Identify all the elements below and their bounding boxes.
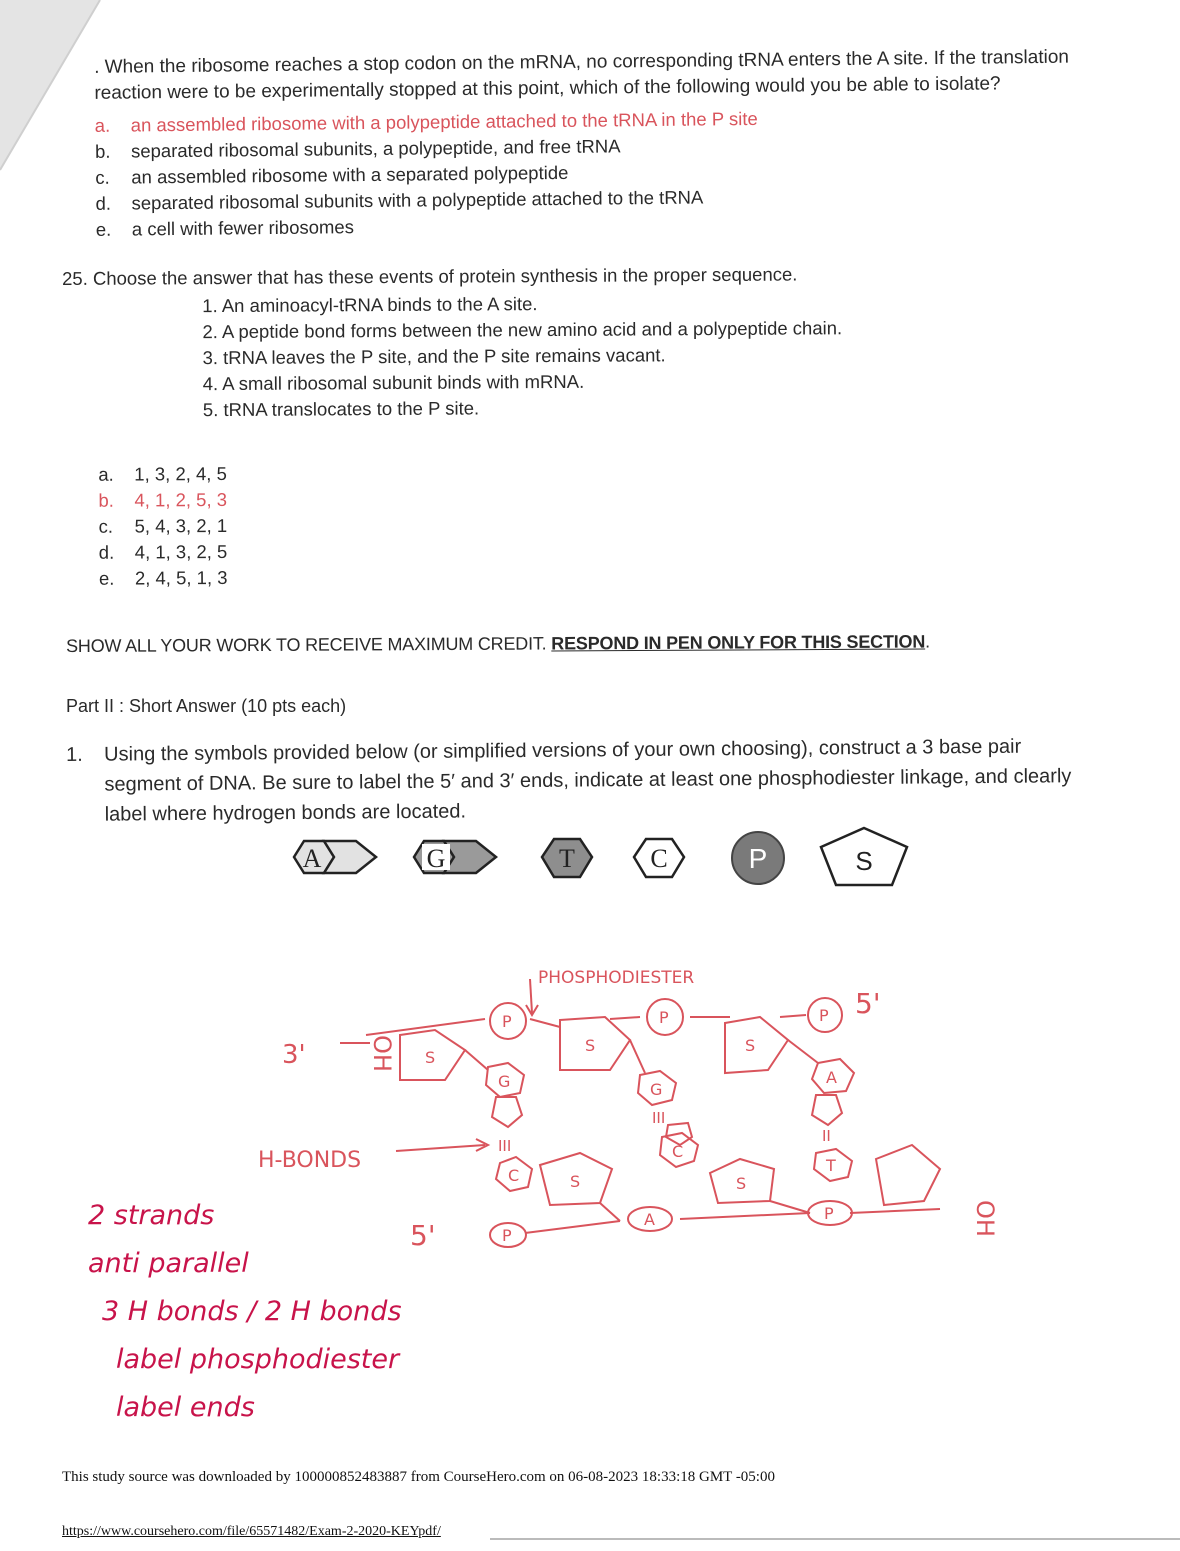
q25-option-d: d. 4, 1, 3, 2, 5 xyxy=(98,540,228,563)
grader-note: anti parallel xyxy=(88,1248,249,1279)
phosphodiester-label: PHOSPHODIESTER xyxy=(538,968,695,988)
thymine-symbol xyxy=(542,839,592,877)
phosphate-label: P xyxy=(819,1006,829,1025)
phosphate-symbol xyxy=(732,832,784,884)
phosphate-label: P xyxy=(824,1204,834,1223)
phosphate-label: P xyxy=(502,1012,512,1031)
question-25-stem: 25. Choose the answer that has these events of protein synthesis in the proper sequence. xyxy=(62,263,798,289)
q24-option-e: e. a cell with fewer ribosomes xyxy=(95,216,355,240)
five-prime-bottom-label: 5' xyxy=(410,1219,436,1252)
short-answer-1 xyxy=(66,731,1087,830)
h-bonds-label: H-BONDS xyxy=(258,1148,362,1173)
base-label: G xyxy=(498,1072,511,1091)
sugar-label: S xyxy=(425,1048,436,1067)
oh-top-label: OH xyxy=(368,1035,396,1072)
sugar-label: S xyxy=(736,1174,747,1193)
guanine-top-ring2 xyxy=(492,1097,522,1127)
question-25 xyxy=(62,260,1064,592)
phosphate-label: P xyxy=(659,1008,669,1027)
part-2-heading: Part II : Short Answer (10 pts each) xyxy=(66,696,347,716)
hydrogen-bonds-gc: III xyxy=(498,1137,512,1155)
svg-text:C: C xyxy=(650,844,668,873)
q25-event: 1. An aminoacyl-tRNA binds to the A site. xyxy=(202,293,538,317)
adenine-symbol xyxy=(294,841,376,873)
short-answer-number: 1. xyxy=(66,743,83,766)
download-footer: This study source was downloaded by 100000852483887 from CourseHero.com on 06-08-2023 18:33:18 GMT -05:00 xyxy=(62,1469,775,1485)
sugar-bottom-3 xyxy=(876,1145,940,1205)
q25-option-b: b. 4, 1, 2, 5, 3 xyxy=(98,488,228,511)
base-label: T xyxy=(826,1156,836,1175)
five-prime-top-label: 5' xyxy=(855,987,881,1020)
pen-only-emphasis: RESPOND IN PEN ONLY FOR THIS SECTION xyxy=(551,631,926,654)
q25-option-c: c. 5, 4, 3, 2, 1 xyxy=(98,514,228,537)
grader-notes xyxy=(88,1200,402,1440)
sugar-top-3 xyxy=(725,1017,788,1073)
three-prime-top-label: 3' xyxy=(282,1040,306,1070)
q25-choices xyxy=(98,456,1064,592)
svg-text:P: P xyxy=(748,843,768,874)
short-answer-prompt: Using the symbols provided below (or simplified versions of your own choosing), construct a 3 base pair segment of DNA. Be sure to label the 5′ and 3′ ends, indicate at least one phosphodiester linkage, and clearly label where hydrogen bonds are located. xyxy=(104,735,1072,826)
nucleotide-symbol-key xyxy=(280,825,920,905)
svg-text:S: S xyxy=(855,846,873,876)
svg-text:A: A xyxy=(302,844,322,873)
grader-note: label phosphodiester xyxy=(116,1344,400,1375)
section-instructions: SHOW ALL YOUR WORK TO RECEIVE MAXIMUM CREDIT. RESPOND IN PEN ONLY FOR THIS SECTION. xyxy=(66,631,930,656)
hydrogen-bonds-gc: III xyxy=(652,1109,666,1127)
q25-event: 2. A peptide bond forms between the new amino acid and a polypeptide chain. xyxy=(202,317,843,343)
sugar-label: S xyxy=(745,1036,756,1055)
cytosine-symbol xyxy=(634,839,684,877)
question-24-stem: . When the ribosome reaches a stop codon on the mRNA, no corresponding tRNA enters the A site. If the translation reaction were to be experimentally stopped at this point, which of the following would you be able to isolate? xyxy=(94,46,1070,104)
base-label: A xyxy=(826,1068,837,1087)
phosphate-label: P xyxy=(502,1226,512,1245)
q24-option-c: c. an assembled ribosome with a separated polypeptide xyxy=(95,161,569,188)
question-24 xyxy=(80,44,1102,243)
grader-note: 2 strands xyxy=(88,1200,215,1231)
guanine-symbol xyxy=(414,841,496,873)
footer-divider xyxy=(490,1538,1180,1540)
q24-option-d: d. separated ribosomal subunits with a polypeptide attached to the tRNA xyxy=(95,186,704,214)
sugar-symbol xyxy=(821,828,907,885)
svg-text:G: G xyxy=(426,844,446,873)
q25-event: 4. A small ribosomal subunit binds with mRNA. xyxy=(202,370,585,395)
q25-option-e: e. 2, 4, 5, 1, 3 xyxy=(98,566,228,589)
base-label: G xyxy=(650,1080,663,1099)
q25-option-a: a. 1, 3, 2, 4, 5 xyxy=(98,462,227,485)
q25-event-list xyxy=(202,288,1063,423)
grader-note: label ends xyxy=(116,1392,255,1423)
hydrogen-bonds-at: II xyxy=(822,1127,831,1145)
sugar-label: S xyxy=(570,1172,581,1191)
adenine-top-ring2 xyxy=(812,1095,842,1125)
oh-bottom-label: OH xyxy=(971,1200,999,1237)
q25-event: 3. tRNA leaves the P site, and the P site remains vacant. xyxy=(202,344,666,369)
svg-text:T: T xyxy=(559,844,575,873)
sugar-label: S xyxy=(585,1036,596,1055)
source-url-link[interactable]: https://www.coursehero.com/file/65571482/Exam-2-2020-KEYpdf/ xyxy=(62,1524,441,1539)
base-label: C xyxy=(508,1166,520,1185)
q25-event: 5. tRNA translocates to the P site. xyxy=(202,397,480,421)
q24-option-a: a. an assembled ribosome with a polypeptide attached to the tRNA in the P site xyxy=(94,107,758,136)
grader-note: 3 H bonds / 2 H bonds xyxy=(102,1296,402,1327)
base-label: C xyxy=(672,1142,684,1161)
phosphate-label: A xyxy=(644,1210,655,1229)
q24-option-b: b. separated ribosomal subunits, a polypeptide, and free tRNA xyxy=(94,135,621,162)
